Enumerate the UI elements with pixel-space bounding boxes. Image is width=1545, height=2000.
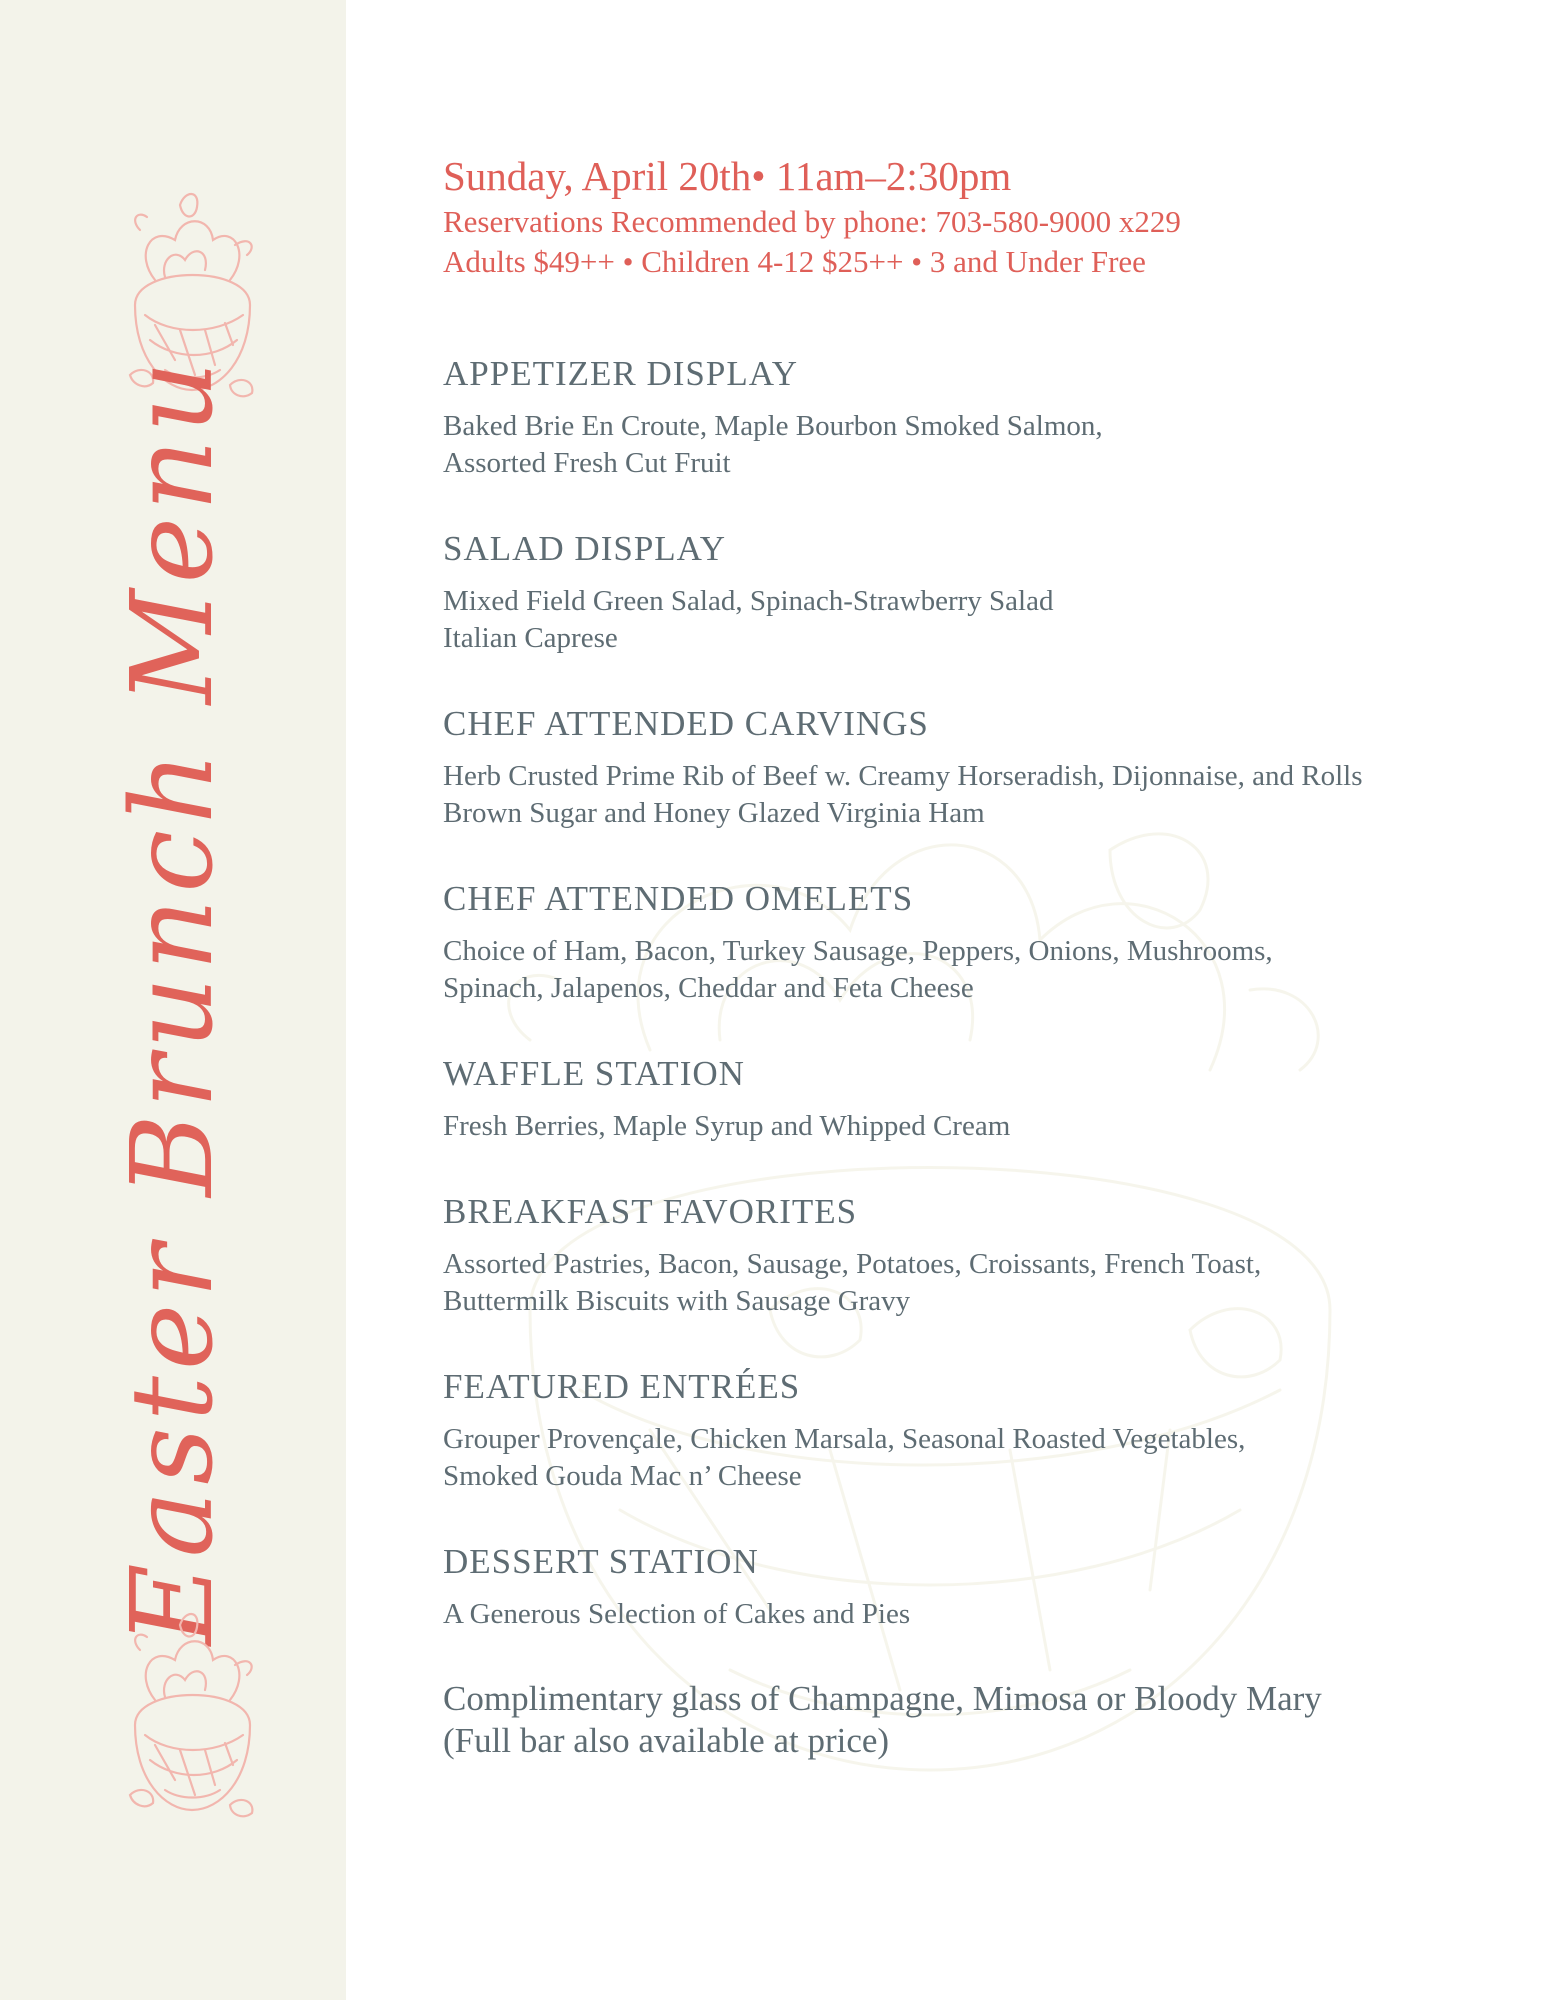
item-line: Italian Caprese xyxy=(443,622,618,654)
section-title: DESSERT STATION xyxy=(443,1542,759,1581)
menu-title: Easter Brunch Menu xyxy=(108,354,238,1646)
menu-section-dessert-station xyxy=(443,1540,1503,1633)
item-line: Buttermilk Biscuits with Sausage Gravy xyxy=(443,1285,911,1317)
section-items xyxy=(443,408,1503,482)
section-title: BREAKFAST FAVORITES xyxy=(443,1192,858,1231)
menu-section-breakfast-favorites xyxy=(443,1190,1503,1320)
section-items xyxy=(443,1421,1503,1495)
pricing-info: Adults $49++ • Children 4-12 $25++ • 3 and Under Free xyxy=(443,244,1146,279)
menu-section-chef-attended-omelets xyxy=(443,877,1503,1007)
section-items xyxy=(443,1596,1503,1633)
menu-section-waffle-station xyxy=(443,1052,1503,1145)
menu-section-featured-entrees xyxy=(443,1365,1503,1495)
section-items xyxy=(443,1246,1503,1320)
item-line: Assorted Pastries, Bacon, Sausage, Potatoes, Croissants, French Toast, xyxy=(443,1248,1262,1280)
complimentary-drink-line: Complimentary glass of Champagne, Mimosa or Bloody Mary xyxy=(443,1679,1322,1718)
section-title: FEATURED ENTRÉES xyxy=(443,1367,801,1406)
item-line: Grouper Provençale, Chicken Marsala, Seasonal Roasted Vegetables, xyxy=(443,1423,1246,1455)
menu-section-chef-attended-carvings xyxy=(443,702,1503,832)
section-title: APPETIZER DISPLAY xyxy=(443,354,799,393)
menu-section-appetizer-display xyxy=(443,352,1503,482)
menu-content xyxy=(443,150,1503,1762)
item-line: A Generous Selection of Cakes and Pies xyxy=(443,1598,911,1630)
flower-bowl-icon xyxy=(125,1605,260,1830)
full-bar-line: (Full bar also available at price) xyxy=(443,1721,890,1760)
reservation-info: Reservations Recommended by phone: 703-580-9000 x229 xyxy=(443,204,1181,239)
item-line: Assorted Fresh Cut Fruit xyxy=(443,447,731,479)
item-line: Smoked Gouda Mac n’ Cheese xyxy=(443,1460,802,1492)
section-title: SALAD DISPLAY xyxy=(443,529,727,568)
menu-section-salad-display xyxy=(443,527,1503,657)
section-title: CHEF ATTENDED OMELETS xyxy=(443,879,914,918)
section-items xyxy=(443,583,1503,657)
drink-note xyxy=(443,1678,1503,1762)
event-date-time: Sunday, April 20th• 11am–2:30pm xyxy=(443,153,1012,199)
item-line: Herb Crusted Prime Rib of Beef w. Creamy Horseradish, Dijonnaise, and Rolls xyxy=(443,760,1363,792)
item-line: Fresh Berries, Maple Syrup and Whipped Cream xyxy=(443,1110,1011,1142)
menu-sections xyxy=(443,352,1503,1633)
item-line: Spinach, Jalapenos, Cheddar and Feta Cheese xyxy=(443,972,974,1004)
section-items xyxy=(443,1108,1503,1145)
sidebar-panel xyxy=(0,0,346,2000)
item-line: Baked Brie En Croute, Maple Bourbon Smoked Salmon, xyxy=(443,410,1103,442)
section-title: WAFFLE STATION xyxy=(443,1054,745,1093)
item-line: Brown Sugar and Honey Glazed Virginia Ham xyxy=(443,797,985,829)
section-items xyxy=(443,758,1503,832)
section-items xyxy=(443,933,1503,1007)
item-line: Choice of Ham, Bacon, Turkey Sausage, Peppers, Onions, Mushrooms, xyxy=(443,935,1273,967)
section-title: CHEF ATTENDED CARVINGS xyxy=(443,704,929,743)
item-line: Mixed Field Green Salad, Spinach-Strawberry Salad xyxy=(443,585,1054,617)
